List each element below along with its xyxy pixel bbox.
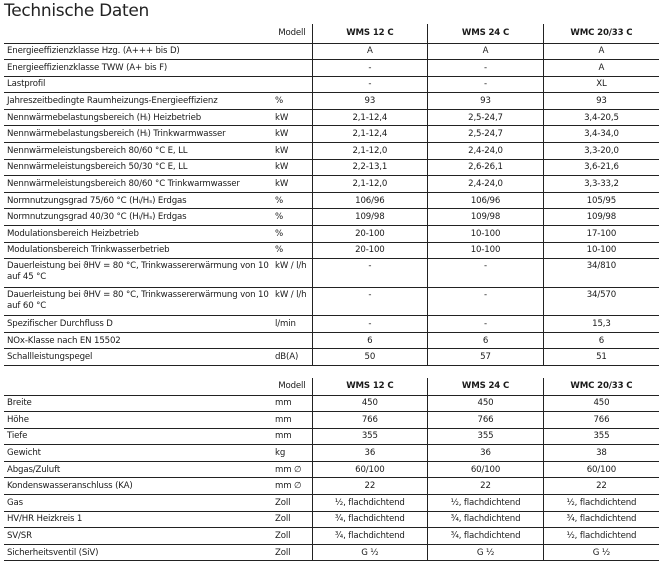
row-label: Nennwärmebelastungsbereich (Hᵢ) Heizbetrieb [4,109,272,126]
row-value: - [428,287,544,316]
row-unit: % [272,93,312,110]
row-value: - [428,76,544,93]
row-unit: % [272,226,312,243]
row-value: G ½ [543,544,659,561]
row-unit: kW / l/h [272,287,312,316]
row-label: Breite [4,395,272,412]
row-unit: kg [272,445,312,462]
table-row [4,349,659,366]
row-unit [272,60,312,77]
row-value: A [312,43,428,60]
row-value: 60/100 [428,461,544,478]
row-value: - [312,60,428,77]
model-header: WMC 20/33 C [543,378,659,395]
table-row [4,60,659,77]
table-row [4,242,659,259]
row-value: 766 [428,412,544,429]
row-value: - [428,259,544,288]
row-label: Schallleistungspegel [4,349,272,366]
row-value: 2,4-24,0 [428,143,544,160]
row-value: ¾, flachdichtend [428,511,544,528]
row-value: 3,6-21,6 [543,159,659,176]
row-value: ¾, flachdichtend [312,528,428,545]
row-value: 15,3 [543,316,659,333]
row-label: Nennwärmebelastungsbereich (Hᵢ) Trinkwarmwasser [4,126,272,143]
row-label: Nennwärmeleistungsbereich 80/60 °C E, LL [4,143,272,160]
row-value: 766 [312,412,428,429]
row-unit: Zoll [272,544,312,561]
row-unit: kW / l/h [272,259,312,288]
row-value: 3,3-33,2 [543,176,659,193]
table-row [4,109,659,126]
table-row [4,126,659,143]
row-label: HV/HR Heizkreis 1 [4,511,272,528]
row-value: ½, flachdichtend [543,528,659,545]
row-unit: % [272,242,312,259]
row-unit: kW [272,176,312,193]
row-value: 60/100 [543,461,659,478]
row-value: 50 [312,349,428,366]
table-row [4,259,659,288]
row-unit: mm ∅ [272,461,312,478]
row-value: ¾, flachdichtend [428,528,544,545]
row-label: Spezifischer Durchfluss D [4,316,272,333]
row-unit: l/min [272,316,312,333]
row-value: A [543,43,659,60]
row-value: 766 [543,412,659,429]
row-unit: % [272,209,312,226]
row-value: 6 [428,332,544,349]
row-unit: kW [272,159,312,176]
row-label: Lastprofil [4,76,272,93]
row-value: 10-100 [428,242,544,259]
row-unit: dB(A) [272,349,312,366]
row-value: G ½ [428,544,544,561]
model-header: WMS 12 C [312,24,428,43]
row-unit: mm ∅ [272,478,312,495]
row-value: XL [543,76,659,93]
row-label: Abgas/Zuluft [4,461,272,478]
technical-data-table [4,24,659,366]
row-value: 106/96 [312,192,428,209]
row-value: 57 [428,349,544,366]
row-value: 3,4-20,5 [543,109,659,126]
model-header: WMS 24 C [428,378,544,395]
row-value: 6 [543,332,659,349]
row-value: 3,3-20,0 [543,143,659,160]
row-label: Dauerleistung bei ϑHV = 80 °C, Trinkwassererwärmung von 10 auf 60 °C [4,287,272,316]
row-label: Tiefe [4,428,272,445]
row-unit: mm [272,395,312,412]
row-unit: kW [272,143,312,160]
dimensions-table [4,378,659,561]
table-row [4,544,659,561]
row-value: ½, flachdichtend [312,495,428,512]
row-label: Modulationsbereich Trinkwasserbetrieb [4,242,272,259]
row-value: 2,1-12,4 [312,109,428,126]
table-row [4,287,659,316]
row-label: Höhe [4,412,272,429]
row-value: 450 [428,395,544,412]
row-value: A [428,43,544,60]
row-value: 36 [312,445,428,462]
row-unit: kW [272,126,312,143]
row-value: - [428,60,544,77]
row-value: G ½ [312,544,428,561]
row-label: Sicherheitsventil (SiV) [4,544,272,561]
row-label: Nennwärmeleistungsbereich 50/30 °C E, LL [4,159,272,176]
model-label: Modell [278,381,306,392]
table-row [4,445,659,462]
row-value: 450 [312,395,428,412]
table-header-row [4,378,659,395]
table-row [4,159,659,176]
row-unit [272,332,312,349]
row-value: ½, flachdichtend [543,495,659,512]
table-row [4,226,659,243]
row-value: 2,5-24,7 [428,126,544,143]
table-row [4,495,659,512]
row-value: ¾, flachdichtend [312,511,428,528]
row-label: NOx-Klasse nach EN 15502 [4,332,272,349]
row-value: 20-100 [312,242,428,259]
row-value: 38 [543,445,659,462]
row-value: 2,1-12,0 [312,176,428,193]
table-row [4,93,659,110]
row-value: 450 [543,395,659,412]
table-header-row [4,24,659,43]
row-value: ½, flachdichtend [428,495,544,512]
model-label: Modell [278,28,306,39]
row-value: - [312,316,428,333]
table-row [4,332,659,349]
row-unit: Zoll [272,528,312,545]
row-value: 2,5-24,7 [428,109,544,126]
row-label: Kondenswasseranschluss (KA) [4,478,272,495]
table-row [4,76,659,93]
row-value: 6 [312,332,428,349]
table-row [4,209,659,226]
row-value: 17-100 [543,226,659,243]
row-unit: Zoll [272,495,312,512]
table-row [4,511,659,528]
row-unit [272,43,312,60]
row-unit: kW [272,109,312,126]
row-value: - [312,287,428,316]
row-value: - [428,316,544,333]
model-header: WMS 12 C [312,378,428,395]
row-label: Gas [4,495,272,512]
table-row [4,192,659,209]
row-value: 36 [428,445,544,462]
row-value: 34/570 [543,287,659,316]
row-label: Normnutzungsgrad 75/60 °C (Hᵢ/Hₛ) Erdgas [4,192,272,209]
row-value: 22 [428,478,544,495]
row-value: 60/100 [312,461,428,478]
row-value: 355 [312,428,428,445]
row-value: 20-100 [312,226,428,243]
row-value: 109/98 [543,209,659,226]
row-value: 10-100 [543,242,659,259]
table-row [4,428,659,445]
row-value: 2,2-13,1 [312,159,428,176]
row-value: 106/96 [428,192,544,209]
row-value: 22 [312,478,428,495]
row-value: 105/95 [543,192,659,209]
row-label: SV/SR [4,528,272,545]
table-row [4,176,659,193]
row-value: 34/810 [543,259,659,288]
row-label: Gewicht [4,445,272,462]
row-value: - [312,76,428,93]
row-value: 51 [543,349,659,366]
row-label: Modulationsbereich Heizbetrieb [4,226,272,243]
row-value: 109/98 [428,209,544,226]
row-value: 2,1-12,0 [312,143,428,160]
row-value: 2,6-26,1 [428,159,544,176]
row-unit: % [272,192,312,209]
row-value: 22 [543,478,659,495]
row-value: 109/98 [312,209,428,226]
row-value: 93 [543,93,659,110]
row-label: Energieeffizienzklasse Hzg. (A+++ bis D) [4,43,272,60]
row-value: 355 [428,428,544,445]
row-unit: Zoll [272,511,312,528]
row-value: 10-100 [428,226,544,243]
row-label: Normnutzungsgrad 40/30 °C (Hᵢ/Hₛ) Erdgas [4,209,272,226]
table-row [4,528,659,545]
model-header: WMS 24 C [428,24,544,43]
table-row [4,43,659,60]
page-title: Technische Daten [4,1,150,21]
row-value: 93 [312,93,428,110]
row-label: Nennwärmeleistungsbereich 80/60 °C Trinkwarmwasser [4,176,272,193]
table-row [4,395,659,412]
row-unit: mm [272,428,312,445]
table-row [4,143,659,160]
row-value: 355 [543,428,659,445]
row-label: Jahreszeitbedingte Raumheizungs-Energieeffizienz [4,93,272,110]
row-value: 3,4-34,0 [543,126,659,143]
table-row [4,461,659,478]
row-value: A [543,60,659,77]
row-value: 2,4-24,0 [428,176,544,193]
row-value: ¾, flachdichtend [543,511,659,528]
row-value: - [312,259,428,288]
table-row [4,412,659,429]
table-row [4,478,659,495]
row-unit [272,76,312,93]
table-row [4,316,659,333]
row-unit: mm [272,412,312,429]
model-header: WMC 20/33 C [543,24,659,43]
row-value: 93 [428,93,544,110]
row-value: 2,1-12,4 [312,126,428,143]
row-label: Dauerleistung bei ϑHV = 80 °C, Trinkwassererwärmung von 10 auf 45 °C [4,259,272,288]
row-label: Energieeffizienzklasse TWW (A+ bis F) [4,60,272,77]
